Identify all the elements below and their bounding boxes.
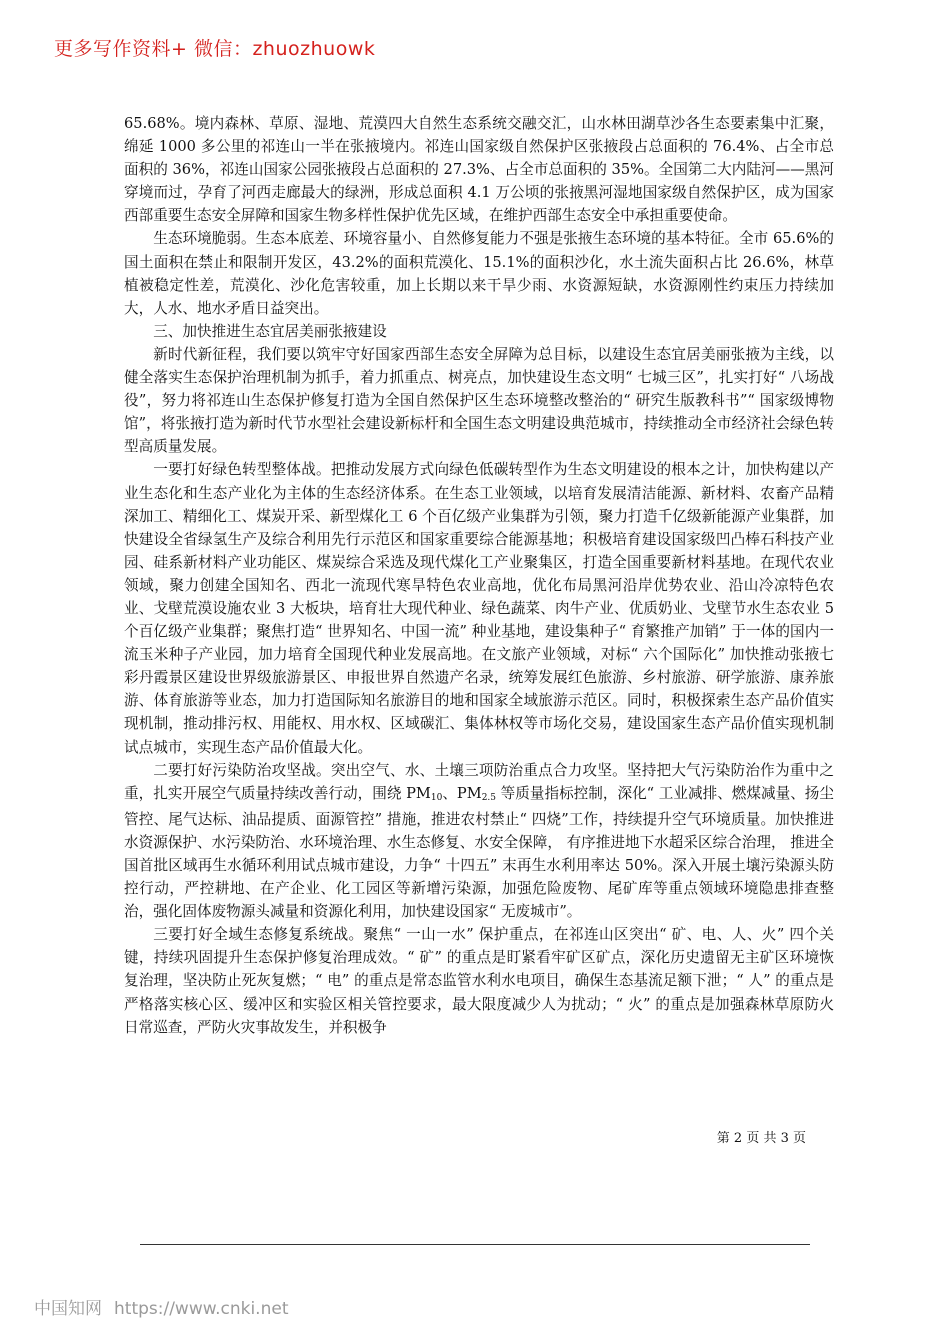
paragraph-pollution-control bbox=[124, 759, 834, 924]
paragraph-ecology-overview: 65.68%。境内森林、草原、湿地、荒漠四大自然生态系统交融交汇，山水林田湖草沙各生态要素集中汇聚，绵延 1000 多公里的祁连山一半在张掖境内。祁连山国家级自然保护区张掖段占总面积的 76.4%、占全市总面积的 36%，祁连山国家公园张掖段占总面积的 27.3%、占全市总面积的 35%。全国第二大内陆河——黑河穿境而过，孕育了河西走廊最大的绿洲，形成总面积 4.1 万公顷的张掖黑河湿地国家级自然保护区，成为国家西部重要生态安全屏障和国家生物多样性保护优先区域，在维护西部生态安全中承担重要使命。 bbox=[124, 115, 834, 225]
paragraph-green-transformation: 一要打好绿色转型整体战。把推动发展方式向绿色低碳转型作为生态文明建设的根本之计，加快构建以产业生态化和生态产业化为主体的生态经济体系。在生态工业领域，以培育发展清洁能源、新材料、农畜产品精深加工、精细化工、煤炭开采、新型煤化工 6 个百亿级产业集群为引领，聚力打造千亿级新能源产业集群，加快建设全省绿氢生产及综合利用先行示范区和国家重要综合能源基地；积极培育建设国家级凹凸棒石科技产业园、硅系新材料产业功能区、煤炭综合采选及现代煤化工产业聚集区，打造全国重要新材料基地。在现代农业领域，聚力创建全国知名、西北一流现代寒旱特色农业高地，优化布局黑河沿岸优势农业、沿山冷凉特色农业、戈壁荒漠设施农业 3 大板块，培育壮大现代种业、绿色蔬菜、肉牛产业、优质奶业、戈壁节水生态农业 5 个百亿级产业集群；聚焦打造“ 世界知名、中国一流” 种业基地，建设集种子“ 育繁推产加销” 于一体的国内一流玉米种子产业园，加力培育全国现代种业发展高地。在文旅产业领域，对标“ 六个国际化” 加快推动张掖七彩丹霞景区建设世界级旅游景区、申报世界自然遗产名录，统筹发展红色旅游、乡村旅游、研学旅游、康养旅游、体育旅游等业态，加力打造国际知名旅游目的地和国家全域旅游示范区。同时，积极探索生态产品价值实现机制，推动排污权、用能权、用水权、区域碳汇、集体林权等市场化交易，建设国家生态产品价值实现机制试点城市，实现生态产品价值最大化。 bbox=[124, 461, 834, 756]
paragraph-ecological-restoration: 三要打好全域生态修复系统战。聚焦“ 一山一水” 保护重点，在祁连山区突出“ 矿、电、人、火” 四个关键，持续巩固提升生态保护修复治理成效。“ 矿” 的重点是盯紧看牢矿区矿点，深化历史遗留无主矿区环境恢复治理，坚决防止死灰复燃；“ 电” 的重点是常态监管水利水电项目，确保生态基流足额下泄；“ 人” 的重点是严格落实核心区、缓冲区和实验区相关管控要求，最大限度减少人为扰动；“ 火” 的重点是加强森林草原防火日常巡查，严防火灾事故发生，并积极争 bbox=[124, 926, 834, 1036]
paragraph-new-era: 新时代新征程，我们要以筑牢守好国家西部生态安全屏障为总目标，以建设生态宜居美丽张掖为主线，以健全落实生态保护治理机制为抓手，着力抓重点、树亮点，加快建设生态文明“ 七城三区”，扎实打好“ 八场战役”，努力将祁连山生态保护修复打造为全国自然保护区生态环境整改整治的“ 研究生版教科书”“ 国家级博物馆”，将张掖打造为新时代节水型社会建设新标杆和全国生态文明建设典范城市，持续推动全市经济社会绿色转型高质量发展。 bbox=[124, 345, 834, 456]
document-body bbox=[124, 112, 834, 1039]
promo-header: 更多写作资料+ 微信：zhuozhuowk bbox=[54, 38, 376, 60]
paragraph-fragile-environment: 生态环境脆弱。生态本底差、环境容量小、自然修复能力不强是张掖生态环境的基本特征。全市 65.6%的国土面积在禁止和限制开发区，43.2%的面积荒漠化、15.1%的面积沙化，水土流失面积占比 26.6%，林草植被稳定性差，荒漠化、沙化危害较重，加上长期以来干旱少雨、水资源短缺，水资源刚性约束压力持续加大，人水、地水矛盾日益突出。 bbox=[124, 230, 834, 317]
cnki-watermark bbox=[34, 1294, 300, 1319]
pollution-text-c: 等质量指标控制，深化“ 工业减排、燃煤减量、扬尘管控、尾气达标、油品提质、面源管控” 措施，推进农村禁止“ 四烧”工作，持续提升空气环境质量。加快推进水资源保护、水污染防治、水环境治理、水生态修复、水安全保障， 有序推进地下水超采区综合治理， 推进全国首批区域再生水循环利用试点城市建设，力争“ 十四五” 末再生水利用率达 50%。深入开展土壤污染源头防控行动，严控耕地、在产企业、化工园区等新增污染源，加强危险废物、尾矿库等重点领域环境隐患排查整治，强化固体废物源头减量和资源化利用，加快建设国家“ 无废城市”。 bbox=[124, 784, 835, 921]
watermark-brand: 中国知网 bbox=[34, 1299, 102, 1319]
pm25-subscript: 2.5 bbox=[481, 792, 497, 803]
watermark-url: https://www.cnki.net bbox=[114, 1299, 289, 1319]
section-heading-three: 三、加快推进生态宜居美丽张掖建设 bbox=[153, 322, 387, 340]
pollution-text-a: 二要打好污染防治攻坚战。突出空气、水、土壤三项防治重点合力攻坚。坚持把大气污染防治作为重中之重，扎实开展空气质量持续改善行动，围绕 PM bbox=[124, 761, 834, 802]
pm10-subscript: 10 bbox=[430, 792, 443, 803]
footer-divider bbox=[140, 1244, 810, 1245]
page-number: 第 2 页 共 3 页 bbox=[716, 1131, 806, 1146]
pollution-text-b: 、PM bbox=[442, 784, 482, 802]
